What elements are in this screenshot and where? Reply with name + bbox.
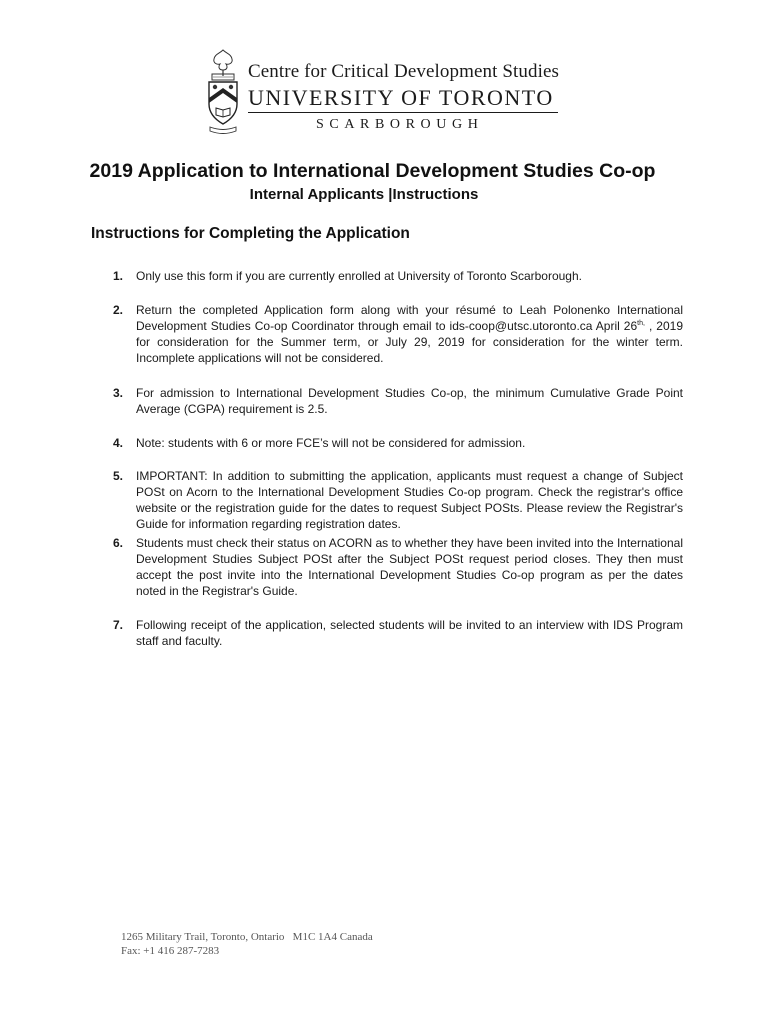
item-number: 2. bbox=[113, 303, 124, 317]
instruction-item-3 bbox=[113, 385, 683, 417]
centre-name: Centre for Critical Development Studies bbox=[248, 61, 559, 82]
item-text-part-b: , 2019 for consideration for the Summer term, or July 29, 2019 for consideration for the winter term. Incomplete applications will not be considered. bbox=[136, 319, 683, 365]
footer-address: 1265 Military Trail, Toronto, Ontario M1C 1A4 Canada bbox=[121, 931, 373, 943]
footer-fax: Fax: +1 416 287-7283 bbox=[121, 945, 220, 957]
item-text: IMPORTANT: In addition to submitting the application, applicants must request a change of Subject POSt on Acorn to the International Development Studies Co-op program. Check the registrar's office website or the registration guide for the dates to request Subject POSts. Please review the Registrar's Guide for information regarding registration dates. bbox=[136, 469, 683, 531]
item-text-part-a: Return the completed Application form along with your résumé to Leah Polonenko International Development Studies Co-op Coordinator through email to ids-coop@utsc.utoronto.ca April 26 bbox=[136, 303, 683, 333]
section-heading: Instructions for Completing the Application bbox=[91, 225, 410, 242]
instruction-item-6 bbox=[113, 535, 683, 599]
item-text: Following receipt of the application, selected students will be invited to an interview with IDS Program staff and faculty. bbox=[136, 618, 683, 648]
letterhead bbox=[204, 48, 564, 138]
campus-name: SCARBOROUGH bbox=[316, 117, 484, 132]
document-title: 2019 Application to International Development Studies Co-op bbox=[89, 160, 656, 182]
item-text-superscript: th, bbox=[637, 320, 645, 327]
item-text bbox=[136, 302, 683, 366]
item-number: 7. bbox=[113, 618, 124, 632]
university-name: UNIVERSITY OF TORONTO bbox=[248, 85, 554, 110]
item-text: Note: students with 6 or more FCE’s will not be considered for admission. bbox=[136, 436, 526, 450]
item-number: 6. bbox=[113, 536, 124, 550]
instruction-item-2 bbox=[113, 302, 683, 366]
footer-address-block bbox=[121, 930, 373, 958]
instruction-item-4 bbox=[113, 435, 683, 451]
instruction-item-1 bbox=[113, 268, 683, 284]
item-number: 1. bbox=[113, 269, 124, 283]
item-number: 5. bbox=[113, 469, 124, 483]
item-text: Students must check their status on ACORN as to whether they have been invited into the International Development Studies Subject POSt after the Subject POSt request period closes. They then must accept the post invite into the International Development Studies Co-op program as per the dates noted in the Registrar's Guide. bbox=[136, 536, 683, 598]
item-number: 4. bbox=[113, 436, 124, 450]
university-crest-icon bbox=[204, 48, 242, 136]
item-number: 3. bbox=[113, 386, 124, 400]
logo-divider bbox=[248, 112, 558, 113]
instruction-item-7 bbox=[113, 617, 683, 649]
item-text: For admission to International Development Studies Co-op, the minimum Cumulative Grade Point Average (CGPA) requirement is 2.5. bbox=[136, 386, 683, 416]
item-text: Only use this form if you are currently enrolled at University of Toronto Scarborough. bbox=[136, 269, 582, 283]
instruction-item-5 bbox=[113, 468, 683, 532]
document-subtitle: Internal Applicants |Instructions bbox=[249, 186, 479, 203]
